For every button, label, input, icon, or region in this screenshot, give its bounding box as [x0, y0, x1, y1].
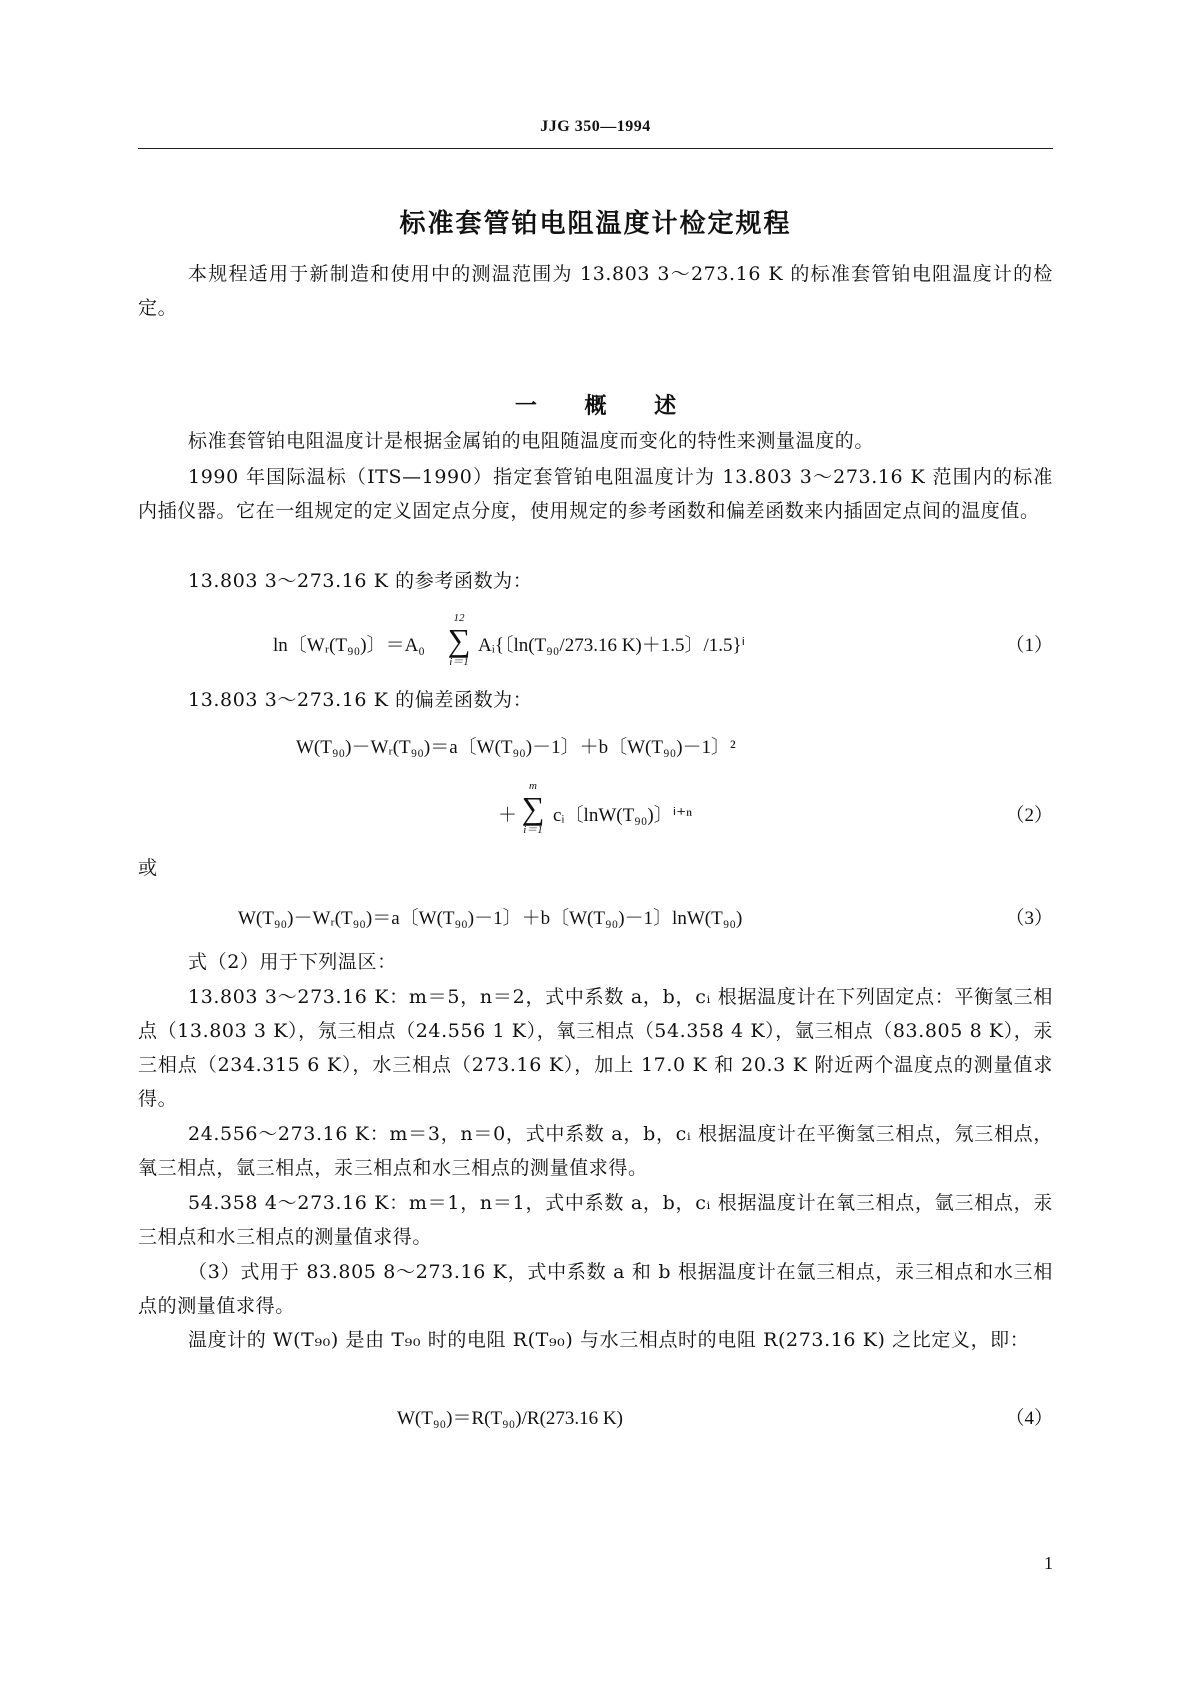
equation-1-right: Aᵢ{〔ln(T₉₀/273.16 K)＋1.5〕/1.5}ⁱ [478, 635, 746, 656]
equation-3-body: W(T₉₀)－Wᵣ(T₉₀)＝a〔W(T₉₀)－1〕＋b〔W(T₉₀)－1〕lnW(T₉₀) [238, 908, 743, 929]
or-label: 或 [138, 857, 158, 879]
paragraph-6: 13.803 3～273.16 K：m＝5，n＝2，式中系数 a，b，cᵢ 根据温度计在下列固定点：平衡氢三相点（13.803 3 K），氖三相点（24.556 1 K），氧三相点（54.358 4 K），氩三相点（83.805 8 K），汞三相点（234.315 6 K），水三相点（273.16 K），加上 17.0 K 和 20.3 K 附近两个温度点的测量值求得。 [138, 986, 1053, 1110]
page-title: 标准套管铂电阻温度计检定规程 [399, 209, 792, 239]
paragraph-7: 24.556～273.16 K：m＝3，n＝0，式中系数 a，b，cᵢ 根据温度计在平衡氢三相点，氖三相点，氧三相点，氩三相点，汞三相点和水三相点的测量值求得。 [138, 1123, 1053, 1179]
paragraph-5: 式（2）用于下列温区： [188, 951, 397, 973]
summation-upper-limit: 12 [453, 612, 465, 624]
equation-4-body: W(T₉₀)＝R(T₉₀)/R(273.16 K) [397, 1408, 623, 1429]
paragraph-3: 13.803 3～273.16 K 的参考函数为： [188, 570, 533, 592]
intro-paragraph: 本规程适用于新制造和使用中的测温范围为 13.803 3～273.16 K 的标准套管铂电阻温度计的检定。 [138, 263, 1053, 319]
header-rule [138, 148, 1053, 149]
paragraph-8: 54.358 4～273.16 K：m＝1，n＝1，式中系数 a，b，cᵢ 根据温度计在氧三相点，氩三相点，汞三相点和水三相点的测量值求得。 [138, 1192, 1053, 1248]
summation-upper-limit: m [529, 780, 537, 792]
equation-1-left: ln〔Wᵣ(T₉₀)〕＝A₀ [273, 635, 425, 656]
equation-2-plus: ＋ [498, 805, 518, 826]
summation-symbol: 12 ∑ i＝1 [444, 612, 474, 668]
equation-1 [138, 612, 1053, 672]
summation-symbol: m ∑ i＝1 [518, 780, 548, 836]
document-code-header: JJG 350—1994 [540, 118, 651, 135]
equation-2-line-1 [138, 732, 1053, 762]
page-number: 1 [1044, 1553, 1053, 1573]
summation-lower-limit: i＝1 [449, 656, 469, 668]
paragraph-4: 13.803 3～273.16 K 的偏差函数为： [188, 689, 533, 711]
equation-1-number: （1） [1005, 635, 1053, 656]
paragraph-10: 温度计的 W(T₉₀) 是由 T₉₀ 时的电阻 R(T₉₀) 与水三相点时的电阻 R(273.16 K) 之比定义，即： [188, 1329, 1030, 1351]
paragraph-1: 标准套管铂电阻温度计是根据金属铂的电阻随温度而变化的特性来测量温度的。 [188, 430, 875, 452]
equation-2-first-line: W(T₉₀)－Wᵣ(T₉₀)＝a〔W(T₉₀)－1〕＋b〔W(T₉₀)－1〕² [296, 737, 736, 758]
equation-4-number: （4） [1005, 1408, 1053, 1429]
equation-4 [138, 1403, 1053, 1433]
equation-2-number: （2） [1005, 805, 1053, 826]
summation-lower-limit: i＝1 [523, 824, 543, 836]
section-heading: 一 概 述 [514, 394, 677, 419]
equation-2-right: cᵢ〔lnW(T₉₀)〕ⁱ⁺ⁿ [553, 805, 693, 826]
paragraph-9: （3）式用于 83.805 8～273.16 K，式中系数 a 和 b 根据温度计在氩三相点，汞三相点和水三相点的测量值求得。 [138, 1261, 1053, 1317]
paragraph-2: 1990 年国际温标（ITS—1990）指定套管铂电阻温度计为 13.803 3～273.16 K 范围内的标准内插仪器。它在一组规定的定义固定点分度，使用规定的参考函数和偏差函数来内插固定点间的温度值。 [138, 466, 1053, 522]
equation-3 [138, 903, 1053, 933]
equation-3-number: （3） [1005, 908, 1053, 929]
equation-2-line-2 [138, 780, 1053, 840]
